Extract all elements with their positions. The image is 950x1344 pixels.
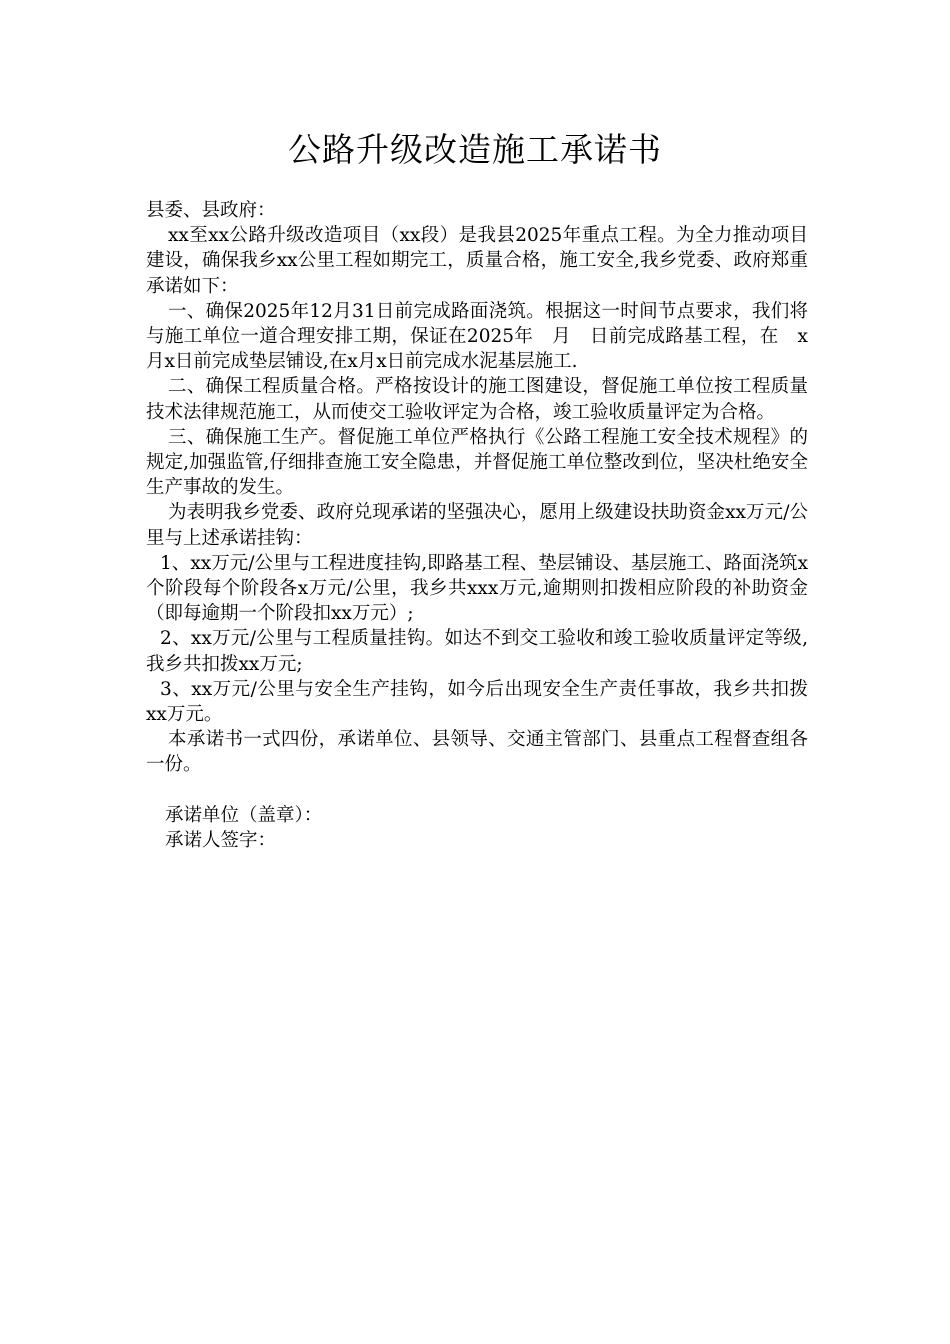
paragraph-commitment-1: 一、确保2025年12月31日前完成路面浇筑。根据这一时间节点要求，我们将与施工单位一道合理安排工期，保证在2025年 月 日前完成路基工程，在 x月x日前完成垫层铺设,在x月x日前完成水泥基层施工. <box>146 300 808 373</box>
paragraph-item-1: 1、xx万元/公里与工程进度挂钩,即路基工程、垫层铺设、基层施工、路面浇筑x个阶段每个阶段各x万元/公里，我乡共xxx万元,逾期则扣拨相应阶段的补助资金（即每逾期一个阶段扣xx万元）; <box>146 552 808 625</box>
salutation: 县委、县政府： <box>146 200 276 221</box>
paragraph-commitment-2: 二、确保工程质量合格。严格按设计的施工图建设，督促施工单位按工程质量技术法律规范施工，从而使交工验收评定为合格，竣工验收质量评定为合格。 <box>146 376 808 423</box>
paragraph-copies: 本承诺书一式四份，承诺单位、县领导、交通主管部门、县重点工程督查组各一份。 <box>146 729 808 776</box>
document-title: 公路升级改造施工承诺书 <box>288 130 662 169</box>
paragraph-funding: 为表明我乡党委、政府兑现承诺的坚强决心，愿用上级建设扶助资金xx万元/公里与上述承诺挂钩： <box>146 502 808 549</box>
signature-unit: 承诺单位（盖章）： <box>165 804 323 826</box>
paragraph-item-3: 3、xx万元/公里与安全生产挂钩，如今后出现安全生产责任事故，我乡共扣拨xx万元。 <box>146 678 808 726</box>
signature-person: 承诺人签字： <box>165 829 277 851</box>
paragraph-intro: xx至xx公路升级改造项目（xx段）是我县2025年重点工程。为全力推动项目建设，确保我乡xx公里工程如期完工，质量合格，施工安全,我乡党委、政府郑重承诺如下： <box>146 225 808 297</box>
paragraph-item-2: 2、xx万元/公里与工程质量挂钩。如达不到交工验收和竣工验收质量评定等级,我乡共扣拨xx万元; <box>146 628 808 675</box>
paragraph-commitment-3: 三、确保施工生产。督促施工单位严格执行《公路工程施工安全技术规程》的规定,加强监管,仔细排查施工安全隐患，并督促施工单位整改到位，坚决杜绝安全生产事故的发生。 <box>146 426 808 499</box>
document-body <box>146 198 808 853</box>
signature-spacer <box>146 778 808 803</box>
